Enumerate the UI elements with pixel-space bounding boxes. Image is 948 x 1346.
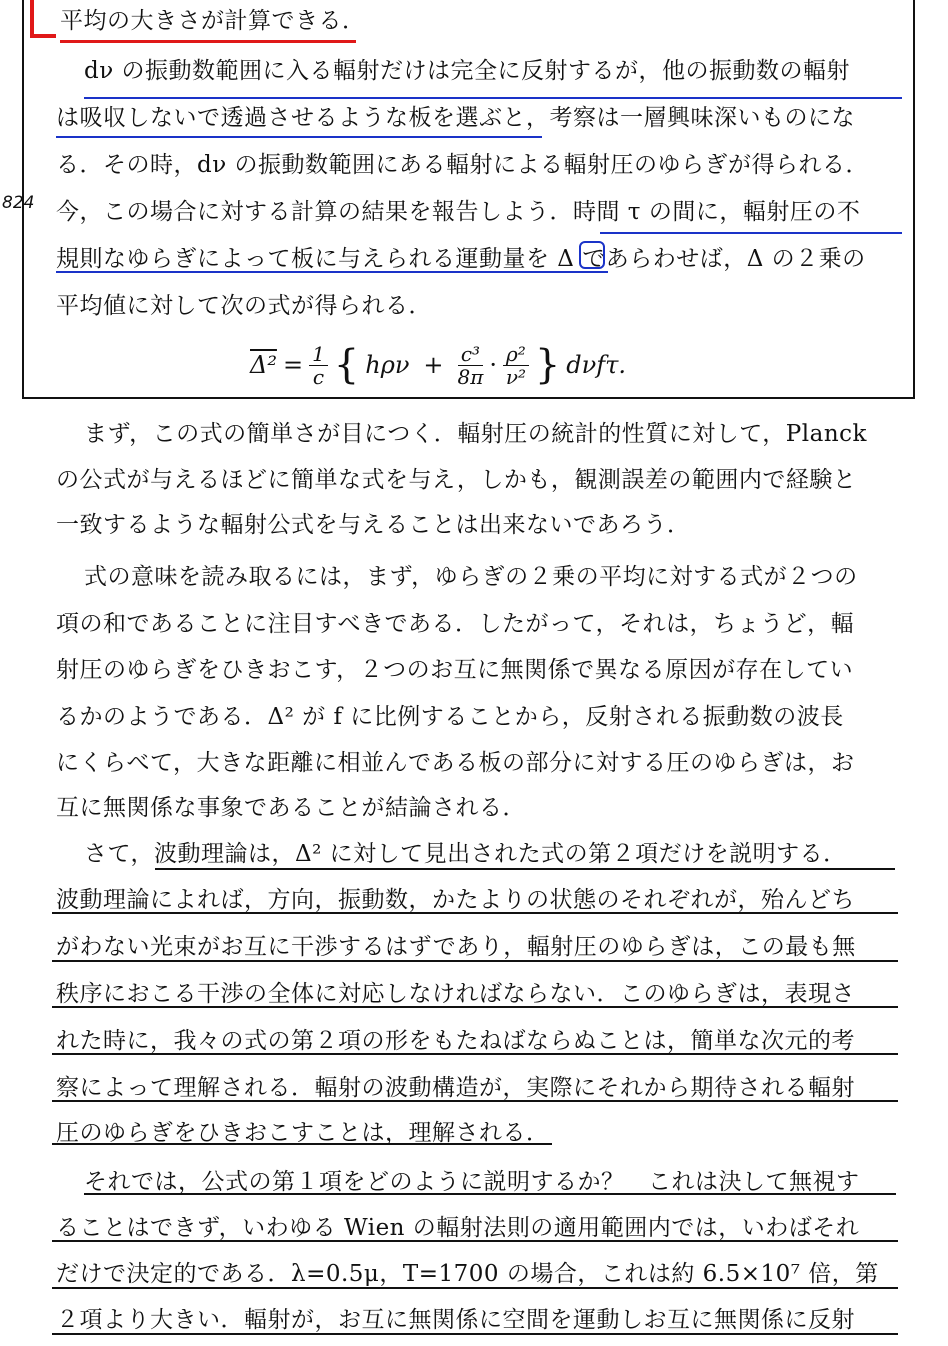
body-line-6: 射圧のゆらぎをひきおこす，２つのお互に無関係で異なる原因が存在してい <box>56 657 854 683</box>
red-bracket-mark <box>30 0 56 38</box>
black-underline-1 <box>155 868 895 870</box>
black-underline-10 <box>52 1287 898 1289</box>
body-line-4: 式の意味を読み取るには，まず，ゆらぎの２乗の平均に対する式が２つの <box>84 564 858 590</box>
body-line-10: さて，波動理論は，Δ² に対して見出された式の第２項だけを説明する． <box>84 841 847 867</box>
box-line-7: 平均値に対して次の式が得られる． <box>56 293 432 319</box>
black-underline-6 <box>52 1100 898 1102</box>
eq-frac-2 <box>458 343 484 388</box>
body-line-17: それでは，公式の第１項をどのように説明するか？ これは決して無視す <box>84 1169 860 1195</box>
body-line-14: れた時に，我々の式の第２項の形をもたねばならぬことは，簡単な次元的考 <box>56 1028 855 1054</box>
eq-frac-3-den: ν² <box>505 364 527 389</box>
body-line-19: だけで決定的である．λ=0.5μ，T=1700 の場合，これは約 6.5×10⁷ 倍，第 <box>56 1261 879 1287</box>
eq-frac-1-den: c <box>312 364 325 389</box>
delta-circle-mark <box>579 241 605 269</box>
box-line-6: 規則なゆらぎによって板に与えられる運動量を Δ であらわせば，Δ の２乗の <box>56 246 866 272</box>
black-underline-2 <box>52 912 898 914</box>
body-line-9: 互に無関係な事象であることが結論される． <box>56 795 526 821</box>
box-line-3: は吸収しないで透過させるような板を選ぶと，考察は一層興味深いものにな <box>56 105 855 131</box>
body-line-1: まず，この式の簡単さが目につく．輻射圧の統計的性質に対して，Planck <box>84 421 867 447</box>
eq-equals: = <box>282 351 304 379</box>
eq-term-1: hρν <box>365 351 410 379</box>
eq-frac-1 <box>309 343 328 388</box>
body-line-5: 項の和であることに注目すべきである．したがって，それは，ちょうど，輻 <box>56 611 855 637</box>
black-underline-7 <box>52 1143 552 1145</box>
eq-close-brace: } <box>534 342 561 388</box>
body-line-7: るかのようである．Δ² が f に比例することから，反射される振動数の波長 <box>56 704 844 730</box>
body-line-12: がわない光束がお互に干渉するはずであり，輻射圧のゆらぎは，この最も無 <box>56 934 856 960</box>
equation <box>250 335 626 395</box>
eq-frac-1-num: 1 <box>309 343 328 366</box>
eq-open-brace: { <box>333 342 360 388</box>
body-line-18: ることはできず，いわゆる Wien の輻射法則の適用範囲内では，いわばそれ <box>56 1215 860 1241</box>
black-underline-8 <box>84 1193 896 1195</box>
box-line-2: dν の振動数範囲に入る輻射だけは完全に反射するが，他の振動数の輻射 <box>84 58 851 84</box>
black-underline-3 <box>52 960 898 962</box>
body-line-11: 波動理論によれば，方向，振動数，かたよりの状態のそれぞれが，殆んどち <box>56 887 855 913</box>
eq-frac-3-num: ρ² <box>503 343 529 366</box>
black-underline-9 <box>52 1240 898 1242</box>
page-number: 824 <box>2 193 35 213</box>
blue-underline-2 <box>56 136 542 138</box>
eq-lhs: Δ² <box>250 351 277 379</box>
eq-frac-3 <box>503 343 529 388</box>
body-line-8: にくらべて，大きな距離に相並んである板の部分に対する圧のゆらぎは，お <box>56 750 855 776</box>
eq-frac-2-den: 8π <box>457 364 484 389</box>
eq-frac-2-num: c³ <box>458 343 483 366</box>
eq-dot: · <box>489 351 498 379</box>
body-line-3: 一致するような輻射公式を与えることは出来ないであろう． <box>56 512 691 538</box>
body-line-2: の公式が与えるほどに簡単な式を与え，しかも，観測誤差の範囲内で経験と <box>56 467 857 493</box>
box-line-4: る．その時，dν の振動数範囲にある輻射による輻射圧のゆらぎが得られる． <box>56 152 870 178</box>
blue-underline-4 <box>56 271 608 273</box>
eq-plus: + <box>423 351 444 379</box>
black-underline-11 <box>52 1333 898 1335</box>
body-line-20: ２項より大きい．輻射が，お互に無関係に空間を運動しお互に無関係に反射 <box>56 1307 855 1333</box>
body-line-15: 察によって理解される．輻射の波動構造が，実際にそれから期待される輻射 <box>56 1075 855 1101</box>
blue-underline-1 <box>84 97 902 99</box>
box-line-5: 今，この場合に対する計算の結果を報告しよう．時間 τ の間に，輻射圧の不 <box>56 199 861 225</box>
eq-tail: dνfτ. <box>566 351 627 379</box>
body-line-16: 圧のゆらぎをひきおこすことは，理解される． <box>56 1120 550 1146</box>
box-line-1: 平均の大きさが計算できる． <box>60 8 366 34</box>
blue-underline-3 <box>600 232 902 234</box>
red-underline <box>60 40 356 43</box>
black-underline-5 <box>52 1053 898 1055</box>
body-line-13: 秩序におこる干渉の全体に対応しなければならない．このゆらぎは，表現さ <box>56 981 855 1007</box>
black-underline-4 <box>52 1006 898 1008</box>
